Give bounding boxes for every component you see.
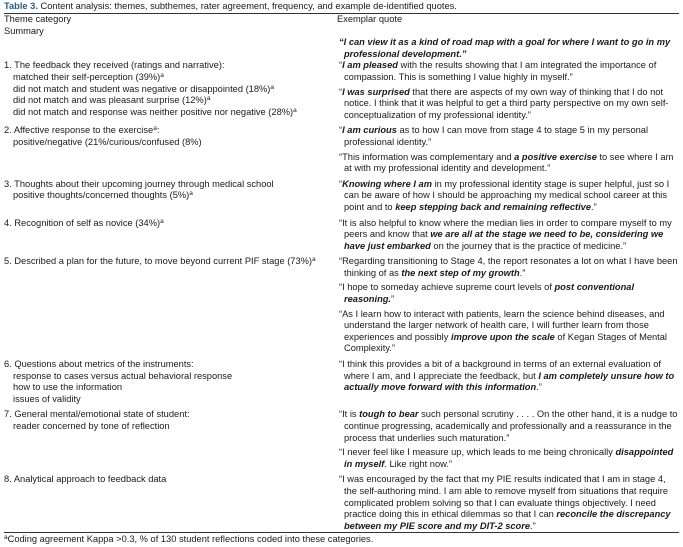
theme-cell [4, 125, 337, 174]
theme-cell [4, 359, 337, 405]
theme-footnote-mark: a [153, 125, 157, 133]
theme-title [4, 125, 329, 137]
quote-emphasis: “I can view it as a kind of road map with a goal for where I want to go in my professional development.” [339, 37, 671, 59]
table-row [4, 256, 679, 355]
subtheme-footnote-mark: a [270, 83, 275, 91]
theme-title-text: 8. Analytical approach to feedback data [4, 474, 167, 485]
quote-text: such personal scrutiny . . . . On the other hand, it is a nudge to continue progressing, academically and professionally and a reassurance in the process that underlies such maturation.” [344, 409, 678, 443]
table-row [4, 218, 679, 253]
exemplar-quote [337, 179, 679, 214]
theme-title [4, 179, 329, 191]
quote-text: “I never feel like I measure up, which leads to me being chronically [339, 447, 616, 458]
theme-title [4, 409, 329, 421]
quote-cell [337, 359, 679, 405]
table-header [4, 14, 679, 37]
quote-text: . Like right now.” [384, 458, 453, 469]
theme-title [4, 256, 329, 268]
subtheme-footnote-mark: a [206, 95, 211, 103]
quote-emphasis: I am completely unsure how to actually move forward with this information [344, 370, 675, 393]
subtheme [4, 95, 329, 107]
exemplar-quote [337, 359, 679, 394]
quote-emphasis: post conventional reasoning. [344, 282, 635, 305]
theme-cell [4, 218, 337, 253]
quote-cell [337, 218, 679, 253]
quote-emphasis: improve upon the scale [450, 331, 555, 342]
table-caption [4, 0, 679, 13]
subtheme-text: positive/negative (21%/curious/confused (8%) [13, 136, 202, 147]
quote-emphasis: I was surprised [342, 86, 410, 97]
quote-cell [337, 409, 679, 470]
quote-text: “It is [339, 409, 360, 420]
quote-text: “I hope to someday achieve supreme court levels of [339, 282, 555, 293]
subtheme [4, 421, 329, 433]
quote-text: .” [530, 520, 536, 531]
theme-footnote-mark: a [160, 217, 164, 225]
quote-text: of Kegan Stages of Mental Complexity.” [344, 331, 667, 354]
exemplar-quote [337, 37, 679, 60]
subtheme-text: how to use the information [13, 382, 123, 393]
theme-title-suffix: : [156, 125, 160, 136]
subtheme-text: reader concerned by tone of reflection [13, 421, 170, 431]
quote-text: “As I learn how to interact with patients, learn the science behind diseases, and understand the larger network of health care, I will further learn from those experiences and possibly [339, 308, 665, 342]
subtheme-text: issues of validity [13, 393, 81, 404]
quote-text: “ [339, 178, 343, 189]
quote-cell [337, 37, 679, 60]
quote-text: “ [339, 125, 343, 136]
quote-text: to see where I am at with my professional identity and development.” [344, 151, 674, 174]
exemplar-quote [337, 409, 679, 444]
table-row [4, 359, 679, 405]
theme-title-text: 2. Affective response to the exercise [4, 125, 154, 136]
quote-cell [337, 474, 679, 532]
table-footnote [4, 533, 679, 546]
theme-cell [4, 474, 337, 532]
quote-text: on the journey that is the practice of medicine.” [430, 240, 627, 251]
theme-title-text: 5. Described a plan for the future, to move beyond current PIF stage (73%) [4, 256, 312, 267]
exemplar-quote [337, 474, 679, 532]
footnote-text: Coding agreement Kappa >0.3, % of 130 student reflections coded into these categories. [7, 534, 374, 545]
exemplar-quote [337, 87, 679, 122]
table-body [4, 37, 679, 532]
exemplar-quote [337, 60, 679, 83]
theme-title [4, 474, 329, 486]
theme-cell [4, 179, 337, 214]
table-row [4, 474, 679, 532]
header-exemplar-quote: Exemplar quote [337, 14, 403, 24]
header-summary: Summary [4, 25, 44, 36]
exemplar-quote [337, 218, 679, 253]
quote-text: “ [339, 86, 343, 97]
quote-cell [337, 60, 679, 121]
footnote-mark: a [4, 534, 8, 542]
subtheme-text: did not match and student was negative or disappointed (18%) [13, 83, 271, 94]
subtheme-text: did not match and response was neither positive nor negative (28%) [13, 106, 294, 117]
quote-cell [337, 256, 679, 355]
subtheme [4, 137, 329, 149]
exemplar-quote [337, 152, 679, 175]
subtheme [4, 190, 329, 202]
quote-text: as to how I can move from stage 4 to stage 5 in my personal professional identity.” [344, 125, 649, 147]
quote-emphasis: a positive exercise [514, 151, 597, 162]
table-row [4, 125, 679, 174]
theme-cell [4, 60, 337, 121]
theme-title [4, 359, 329, 371]
theme-cell [4, 37, 337, 60]
theme-title [4, 60, 329, 72]
table-row [4, 37, 679, 60]
quote-text: in my professional identity stage is super helpful, just so I can be aware of how I should be approaching my medical school career at this point and to [344, 178, 670, 212]
quote-emphasis: tough to bear [359, 409, 419, 420]
subtheme [4, 371, 329, 383]
subtheme [4, 84, 329, 96]
quote-text: .” [591, 201, 597, 212]
subtheme-text: matched their self-perception (39%) [13, 71, 161, 82]
table-label: Table 3. [4, 1, 38, 11]
quote-cell [337, 125, 679, 174]
subtheme-text: positive thoughts/concerned thoughts (5%) [13, 190, 190, 201]
quote-emphasis: Knowing where I am [342, 178, 432, 189]
quote-text: “It is also helpful to know where the median lies in order to compare myself to my peers and know that [339, 217, 672, 240]
theme-title-text: 1. The feedback they received (ratings and narrative): [4, 60, 225, 71]
quote-text: ” [391, 294, 395, 305]
subtheme [4, 394, 329, 406]
quote-emphasis: I am pleased [342, 60, 398, 71]
theme-cell [4, 409, 337, 470]
quote-text: with the results showing that I am integrated the importance of compassion. This is something I value highly in myself.” [344, 60, 657, 82]
quote-text: .” [519, 267, 526, 278]
subtheme-text: did not match and was pleasant surprise (12%) [13, 95, 207, 106]
theme-title-text: 6. Questions about metrics of the instruments: [4, 359, 194, 370]
theme-title-text: 7. General mental/emotional state of student: [4, 409, 190, 420]
quote-text: “Regarding transitioning to Stage 4, the report resonates a lot on what I have been thinking of as [339, 256, 678, 278]
exemplar-quote [337, 282, 679, 305]
subtheme-footnote-mark: a [160, 71, 164, 79]
subtheme-text: response to cases versus actual behavioral response [13, 370, 233, 381]
exemplar-quote [337, 447, 679, 470]
theme-title-text: 4. Recognition of self as novice (34%) [4, 217, 161, 228]
header-theme-category: Theme category [4, 14, 72, 24]
caption-text: Content analysis: themes, subthemes, rater agreement, frequency, and example de-identified quotes. [37, 1, 457, 11]
quote-text: “This information was complementary and [339, 151, 515, 162]
quote-text: .” [536, 382, 542, 393]
subtheme-footnote-mark: a [293, 106, 297, 114]
exemplar-quote [337, 256, 679, 279]
subtheme [4, 382, 329, 394]
theme-title-text: 3. Thoughts about their upcoming journey through medical school [4, 178, 274, 189]
subtheme [4, 107, 329, 119]
quote-emphasis: I am curious [342, 125, 397, 136]
quote-emphasis: keep stepping back and remaining reflective [395, 201, 592, 212]
exemplar-quote [337, 125, 679, 148]
quote-text: “ [339, 60, 343, 71]
theme-cell [4, 256, 337, 355]
table-row [4, 60, 679, 121]
table-row [4, 409, 679, 470]
quote-cell [337, 179, 679, 214]
quote-emphasis: the next step of my growth [401, 267, 520, 278]
quote-emphasis: reconcile the discrepancy between my PIE score and my DIT-2 score [344, 509, 671, 531]
table-row [4, 179, 679, 214]
theme-title [4, 218, 329, 230]
exemplar-quote [337, 309, 679, 355]
quote-emphasis: disappointed in myself [344, 447, 674, 469]
theme-footnote-mark: a [312, 256, 316, 264]
quote-text: that there are aspects of my own way of thinking that I do not notice. I think that it was helpful to get a third party perspective on my own self-conceptualization of my professional identity.” [344, 86, 669, 120]
subtheme [4, 72, 329, 84]
subtheme-footnote-mark: a [189, 190, 193, 198]
quote-text: “I think this provides a bit of a background in terms of an external evaluation of where I am, and I appreciate the feedback, but [339, 359, 661, 381]
quote-text: “I was encouraged by the fact that my PIE results indicated that I am in stage 4, the self-authoring mind. I am able to remove myself from situations that require complicated problem solving so that I can evaluate things objectively. I need practice doing this in ethical dilemmas so that I can [339, 474, 668, 520]
quote-emphasis: we are all at the stage we need to be, considering we have just embarked [344, 229, 664, 251]
